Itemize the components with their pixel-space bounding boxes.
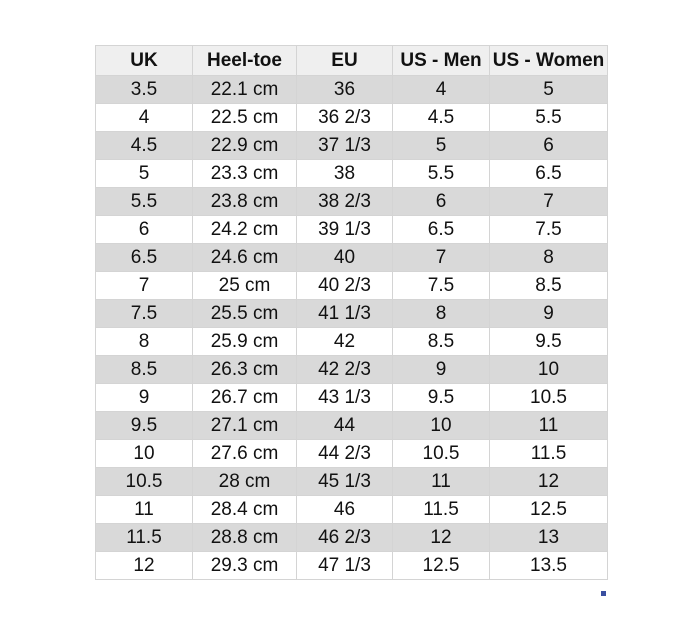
cell-uk: 10 xyxy=(96,440,193,468)
cell-uk: 4.5 xyxy=(96,132,193,160)
cell-uk: 11.5 xyxy=(96,524,193,552)
cell-us-women: 10 xyxy=(490,356,608,384)
cell-us-men: 10.5 xyxy=(393,440,490,468)
cell-us-women: 10.5 xyxy=(490,384,608,412)
table-row xyxy=(96,244,608,272)
cell-eu: 43 1/3 xyxy=(297,384,393,412)
table-row xyxy=(96,76,608,104)
cell-us-men: 4.5 xyxy=(393,104,490,132)
table-row xyxy=(96,216,608,244)
cell-heel-toe: 25 cm xyxy=(193,272,297,300)
cell-us-women: 13.5 xyxy=(490,552,608,580)
table-row xyxy=(96,524,608,552)
cell-eu: 40 xyxy=(297,244,393,272)
cell-uk: 12 xyxy=(96,552,193,580)
cell-uk: 8 xyxy=(96,328,193,356)
cell-us-men: 9.5 xyxy=(393,384,490,412)
cell-uk: 5.5 xyxy=(96,188,193,216)
header-uk: UK xyxy=(96,46,193,76)
cell-eu: 47 1/3 xyxy=(297,552,393,580)
cell-eu: 38 xyxy=(297,160,393,188)
cell-us-women: 5 xyxy=(490,76,608,104)
shoe-size-conversion-table xyxy=(95,45,608,580)
cell-us-men: 12.5 xyxy=(393,552,490,580)
cell-us-men: 10 xyxy=(393,412,490,440)
cell-eu: 44 xyxy=(297,412,393,440)
table-row xyxy=(96,496,608,524)
cell-eu: 46 2/3 xyxy=(297,524,393,552)
cell-us-women: 9.5 xyxy=(490,328,608,356)
cell-us-men: 5 xyxy=(393,132,490,160)
cell-heel-toe: 29.3 cm xyxy=(193,552,297,580)
cell-uk: 6 xyxy=(96,216,193,244)
table-body xyxy=(96,76,608,580)
table-row xyxy=(96,356,608,384)
cell-eu: 36 2/3 xyxy=(297,104,393,132)
cell-us-women: 6 xyxy=(490,132,608,160)
header-heel-toe: Heel-toe xyxy=(193,46,297,76)
cell-us-men: 11.5 xyxy=(393,496,490,524)
cell-uk: 10.5 xyxy=(96,468,193,496)
cell-eu: 42 2/3 xyxy=(297,356,393,384)
cell-heel-toe: 24.6 cm xyxy=(193,244,297,272)
cell-us-women: 8 xyxy=(490,244,608,272)
cell-heel-toe: 22.1 cm xyxy=(193,76,297,104)
cell-eu: 46 xyxy=(297,496,393,524)
cell-heel-toe: 27.6 cm xyxy=(193,440,297,468)
cell-us-men: 9 xyxy=(393,356,490,384)
header-row xyxy=(96,46,608,76)
table-row xyxy=(96,328,608,356)
cell-us-men: 5.5 xyxy=(393,160,490,188)
cell-us-women: 8.5 xyxy=(490,272,608,300)
cell-eu: 41 1/3 xyxy=(297,300,393,328)
cell-us-women: 13 xyxy=(490,524,608,552)
table-header xyxy=(96,46,608,76)
cell-us-women: 11.5 xyxy=(490,440,608,468)
cell-heel-toe: 23.8 cm xyxy=(193,188,297,216)
table-row xyxy=(96,104,608,132)
cell-heel-toe: 22.5 cm xyxy=(193,104,297,132)
table-row xyxy=(96,132,608,160)
cell-uk: 4 xyxy=(96,104,193,132)
cell-heel-toe: 25.9 cm xyxy=(193,328,297,356)
cell-uk: 6.5 xyxy=(96,244,193,272)
cell-heel-toe: 26.7 cm xyxy=(193,384,297,412)
cell-uk: 9.5 xyxy=(96,412,193,440)
cell-heel-toe: 23.3 cm xyxy=(193,160,297,188)
cell-heel-toe: 22.9 cm xyxy=(193,132,297,160)
cell-us-men: 8 xyxy=(393,300,490,328)
header-us-women: US - Women xyxy=(490,46,608,76)
cell-heel-toe: 28.8 cm xyxy=(193,524,297,552)
cell-uk: 8.5 xyxy=(96,356,193,384)
cell-us-women: 12 xyxy=(490,468,608,496)
cell-eu: 39 1/3 xyxy=(297,216,393,244)
cell-eu: 42 xyxy=(297,328,393,356)
cell-us-men: 11 xyxy=(393,468,490,496)
cell-us-women: 7 xyxy=(490,188,608,216)
cell-us-men: 6.5 xyxy=(393,216,490,244)
table-row xyxy=(96,188,608,216)
cell-us-men: 12 xyxy=(393,524,490,552)
table-row xyxy=(96,468,608,496)
cell-uk: 7 xyxy=(96,272,193,300)
cell-us-women: 12.5 xyxy=(490,496,608,524)
cell-heel-toe: 28.4 cm xyxy=(193,496,297,524)
cell-us-men: 6 xyxy=(393,188,490,216)
cell-heel-toe: 27.1 cm xyxy=(193,412,297,440)
table-row xyxy=(96,412,608,440)
cell-eu: 37 1/3 xyxy=(297,132,393,160)
cell-heel-toe: 25.5 cm xyxy=(193,300,297,328)
cell-us-men: 4 xyxy=(393,76,490,104)
table-row xyxy=(96,160,608,188)
cell-heel-toe: 26.3 cm xyxy=(193,356,297,384)
cell-us-women: 7.5 xyxy=(490,216,608,244)
cell-us-women: 11 xyxy=(490,412,608,440)
fill-handle-mark xyxy=(601,591,606,596)
table-row xyxy=(96,300,608,328)
header-eu: EU xyxy=(297,46,393,76)
cell-eu: 38 2/3 xyxy=(297,188,393,216)
cell-us-women: 9 xyxy=(490,300,608,328)
cell-us-men: 8.5 xyxy=(393,328,490,356)
table-row xyxy=(96,440,608,468)
cell-uk: 11 xyxy=(96,496,193,524)
cell-eu: 44 2/3 xyxy=(297,440,393,468)
size-chart-sheet xyxy=(95,45,607,597)
cell-uk: 5 xyxy=(96,160,193,188)
cell-uk: 9 xyxy=(96,384,193,412)
cell-heel-toe: 24.2 cm xyxy=(193,216,297,244)
header-us-men: US - Men xyxy=(393,46,490,76)
cell-uk: 7.5 xyxy=(96,300,193,328)
cell-us-women: 5.5 xyxy=(490,104,608,132)
cell-eu: 45 1/3 xyxy=(297,468,393,496)
cell-heel-toe: 28 cm xyxy=(193,468,297,496)
cell-us-men: 7.5 xyxy=(393,272,490,300)
table-row xyxy=(96,384,608,412)
cell-us-men: 7 xyxy=(393,244,490,272)
cell-us-women: 6.5 xyxy=(490,160,608,188)
cell-eu: 40 2/3 xyxy=(297,272,393,300)
table-row xyxy=(96,272,608,300)
cell-uk: 3.5 xyxy=(96,76,193,104)
table-row xyxy=(96,552,608,580)
cell-eu: 36 xyxy=(297,76,393,104)
